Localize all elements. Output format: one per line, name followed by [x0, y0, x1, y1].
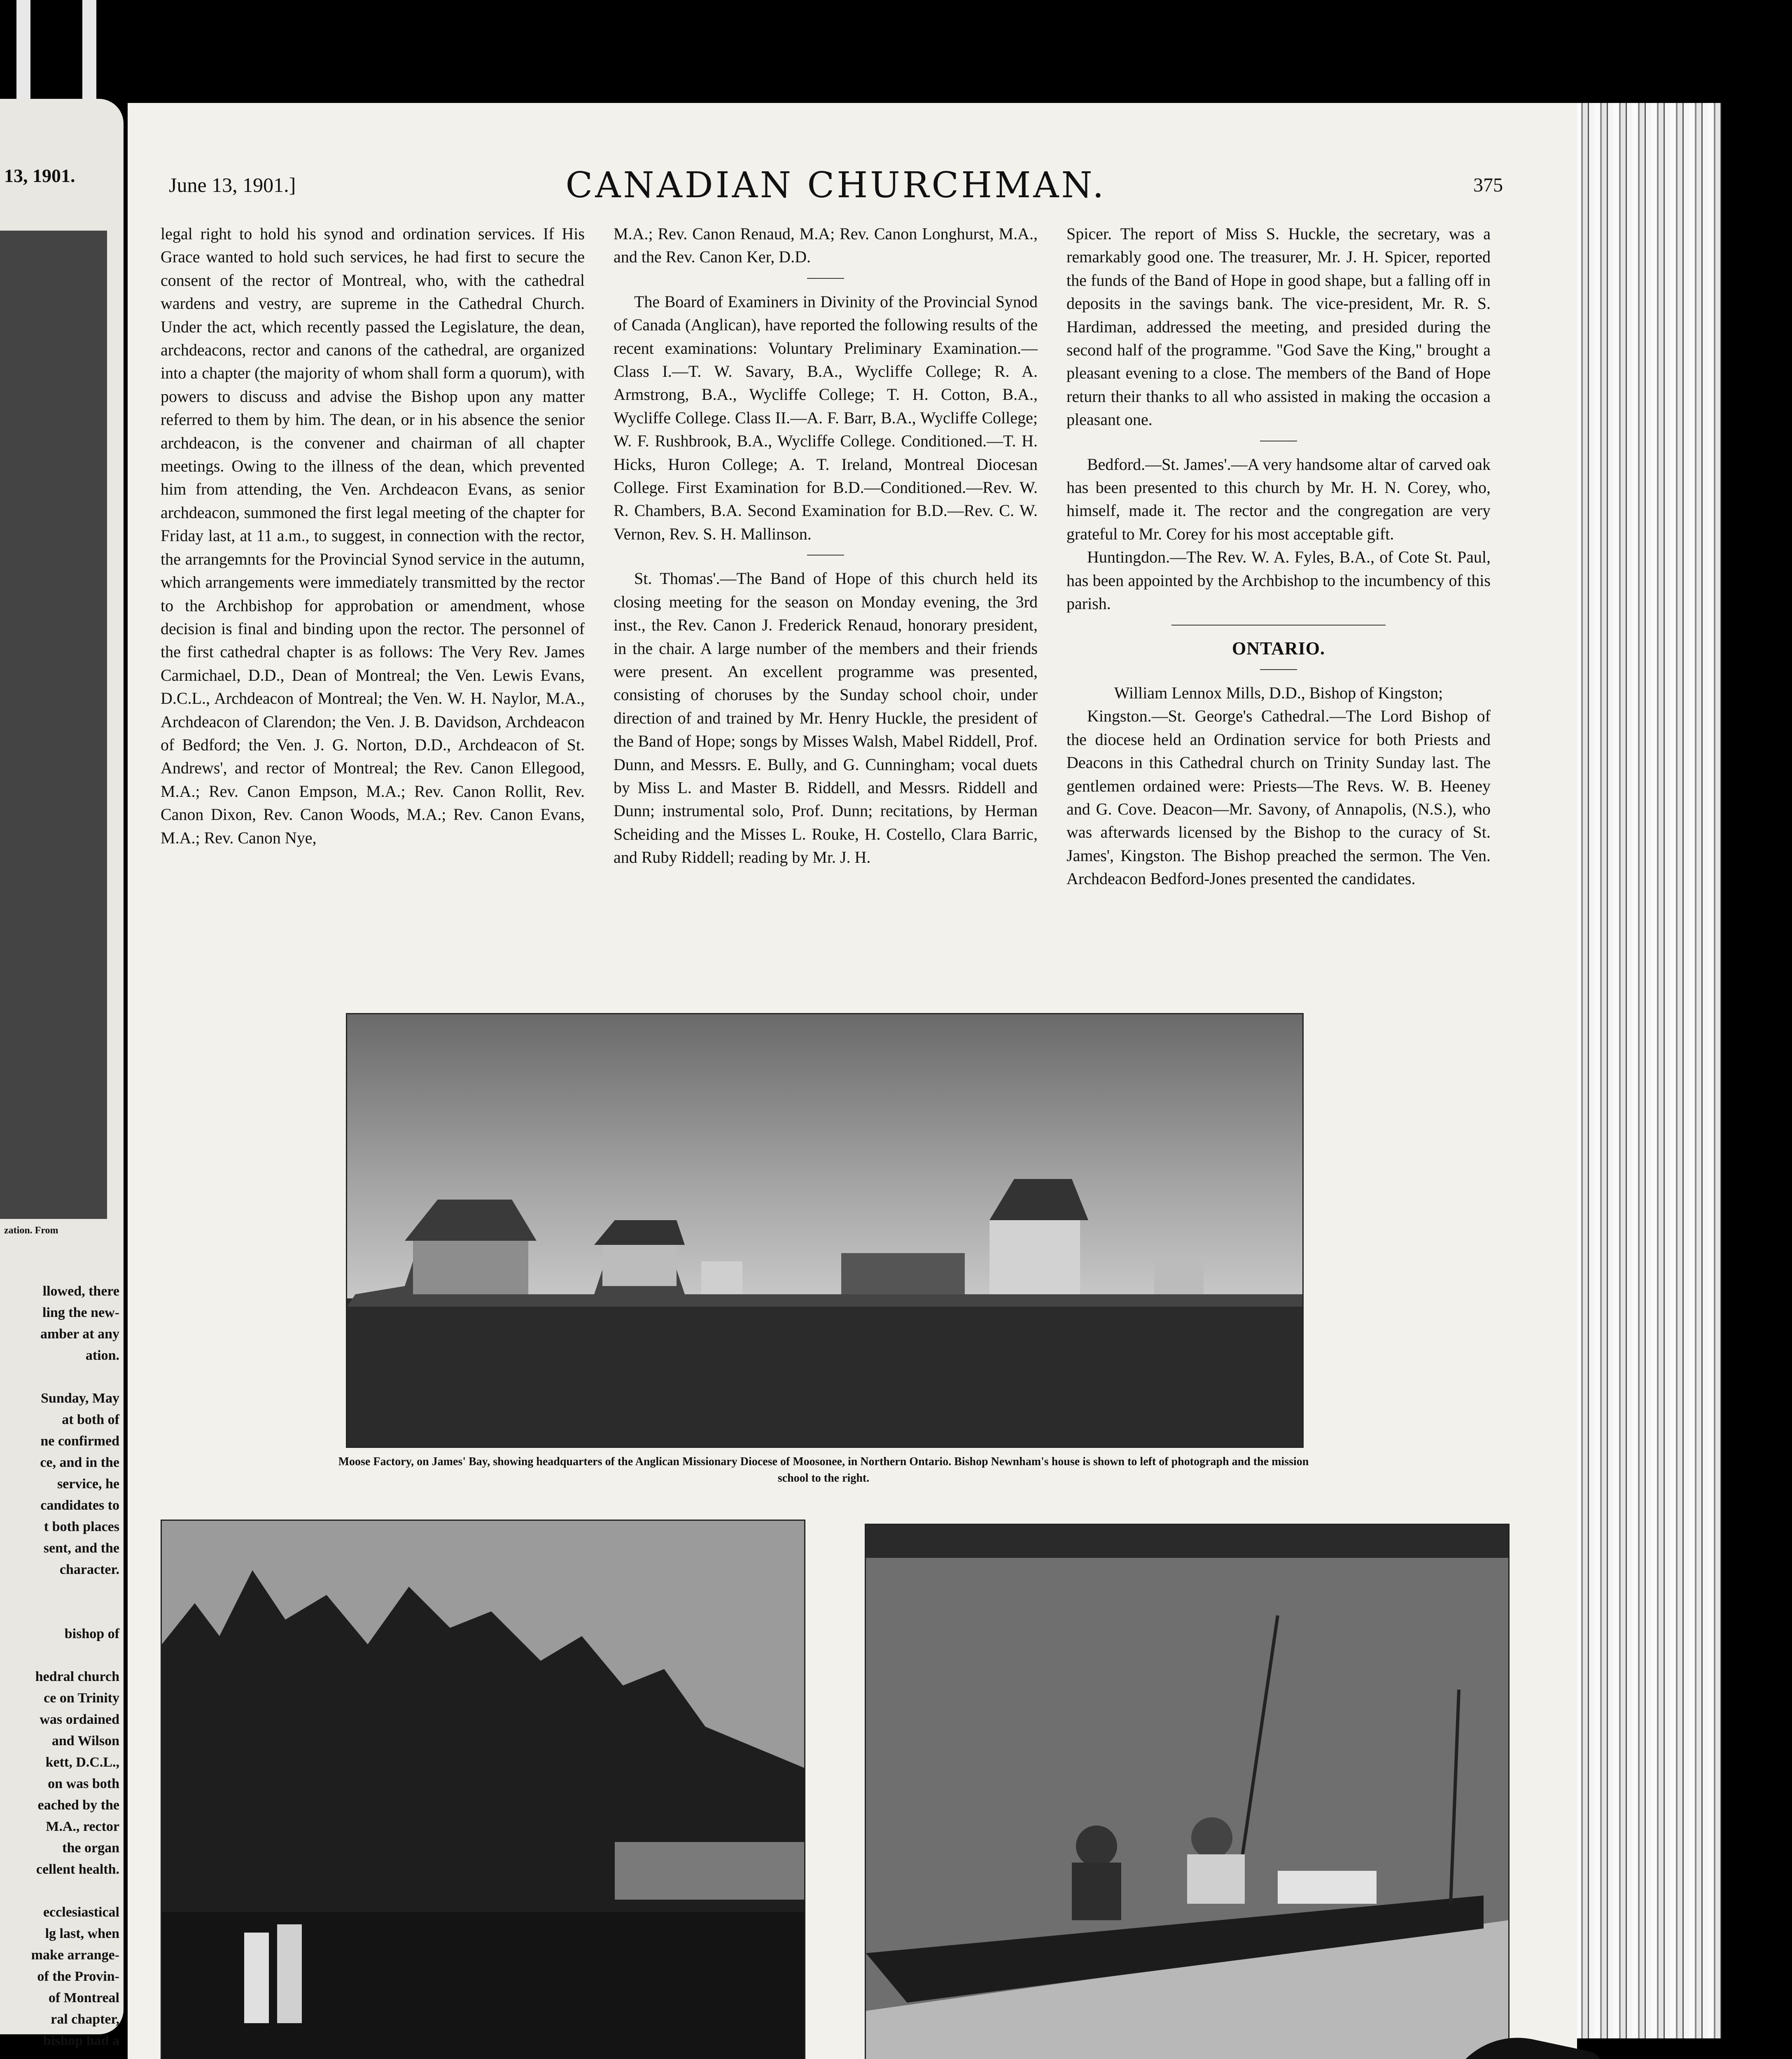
divider: [807, 555, 844, 556]
previous-page-photo: [0, 231, 107, 1219]
article-paragraph: Spicer. The report of Miss S. Huckle, the secretary, was a remarkably good one. The treasurer, Mr. J. H. Spicer, reported the funds of the Band of Hope in good shape, but a falling off in deposits in the savings bank. The vice-president, Mr. R. S. Hardiman, addressed the meeting, and presided during the second half of the programme. "God Save the King," brought a pleasant evening to a close. The members of the Band of Hope return their thanks to all who assisted in making the occasion a pleasant one.: [1066, 224, 1491, 429]
page-stack-edge: [1556, 103, 1721, 2038]
bishop-line: William Lennox Mills, D.D., Bishop of Kingston;: [1114, 683, 1443, 702]
previous-page-fragment: [0, 99, 124, 2048]
photo-open-air-service: [161, 1520, 805, 2059]
previous-page-date: 13, 1901.: [4, 165, 75, 186]
photo-moose-factory-image: [347, 1014, 1302, 1447]
photo-moose-factory: [346, 1013, 1304, 1448]
newspaper-page: [128, 103, 1577, 2059]
article-paragraph: Huntingdon.—The Rev. W. A. Fyles, B.A., of Cote St. Paul, has been appointed by the Archbishop to the incumbency of this parish.: [1066, 548, 1491, 613]
page-number: 375: [1473, 174, 1503, 196]
article-paragraph: The Board of Examiners in Divinity of the Provincial Synod of Canada (Anglican), have reported the following results of the recent examinations: Voluntary Preliminary Examination.—Class I.—T. W. Savary, B.A., Wycliffe College; R. A. Armstrong, B.A., Wycliffe College; T. H. Cotton, B.A., Wycliffe College. Class II.—A. F. Barr, B.A., Wycliffe College; W. F. Rushbrook, B.A., Wycliffe College. Conditioned.—T. H. Hicks, Huron College; A. T. Ireland, Montreal Diocesan College. First Examination for B.D.—Conditioned.—Rev. W. R. Chambers, B.A. Second Examination for B.D.—Rev. C. W. Vernon, Rev. S. H. Mallinson.: [614, 292, 1038, 543]
divider: [1171, 625, 1386, 626]
page-header: [169, 165, 1503, 210]
column-3: [1066, 222, 1491, 891]
masthead-title: CANADIAN CHURCHMAN.: [565, 165, 1106, 206]
article-paragraph: Bedford.—St. James'.—A very handsome altar of carved oak has been presented to this church by Mr. H. N. Corey, who, himself, made it. The rector and the congregation are very grateful to Mr. Corey for his most acceptable gift.: [1066, 455, 1491, 543]
article-paragraph: M.A.; Rev. Canon Renaud, M.A; Rev. Canon Longhurst, M.A., and the Rev. Canon Ker, D.D.: [614, 224, 1038, 266]
article-paragraph: legal right to hold his synod and ordination services. If His Grace wanted to hold such services, he had first to secure the consent of the rector of Montreal, who, with the cathedral wardens and vestry, are supreme in the Cathedral Church. Under the act, which recently passed the Legislature, the dean, archdeacons, rector and canons of the cathedral, are organized into a chapter (the majority of whom shall form a quorum), with powers to discuss and advise the Bishop upon any matter referred to them by him. The dean, or in his absence the senior archdeacon, is the convener and chairman of all chapter meetings. Owing to the illness of the dean, which prevented him from attending, the Ven. Archdeacon Evans, as senior archdeacon, summoned the first legal meeting of the chapter for Friday last, at 11 a.m., to suggest, in connection with the rector, the arrangemnts for the Provincial Synod service in the autumn, which arrangements were immediately transmitted by the rector to the Archbishop for approbation or amendment, whose decision is final and binding upon the rector. The personnel of the first cathedral chapter is as follows: The Very Rev. James Carmichael, D.D., Dean of Montreal; the Ven. Lewis Evans, D.C.L., Archdeacon of Montreal; the Ven. W. H. Naylor, M.A., Archdeacon of Clarendon; the Ven. J. B. Davidson, Archdeacon of Bedford; the Ven. J. G. Norton, D.D., Archdeacon of St. Andrews', and rector of Montreal; the Rev. Canon Ellegood, M.A.; Rev. Canon Empson, M.A.; Rev. Canon Rollit, Rev. Canon Dixon, Rev. Canon Woods, M.A.; Rev. Canon Evans, M.A.; Rev. Canon Nye,: [161, 224, 585, 847]
article-paragraph: Kingston.—St. George's Cathedral.—The Lord Bishop of the diocese held an Ordination service for both Priests and Deacons in this Cathedral church on Trinity Sunday last. The gentlemen ordained were: Priests—The Revs. W. B. Heeney and G. Cove. Deacon—Mr. Savony, of Annapolis, (N.S.), who was afterwards licensed by the Bishop to the curacy of St. James', Kingston. The Bishop preached the sermon. The Ven. Archdeacon Bedford-Jones presented the candidates.: [1066, 707, 1491, 888]
column-1: [161, 222, 585, 850]
photo-moose-factory-caption: Moose Factory, on James' Bay, showing headquarters of the Anglican Missionary Diocese of Moosonee, in Northern Ontario. Bishop Newnham's house is shown to left of photograph and the mission school to the right.: [338, 1455, 1309, 1485]
divider: [807, 278, 844, 279]
photo-mission-boat: [865, 1524, 1510, 2059]
scan-mark: [82, 0, 96, 107]
column-2: [614, 222, 1038, 869]
issue-date: June 13, 1901.]: [169, 173, 296, 196]
photo-open-air-service-image: [162, 1521, 804, 2059]
previous-page-text: llowed, there ling the new- amber at any ation. Sunday, May at both of ne confirmed ce, and in the service, he candidates to t both places sent, and the character. bishop of hedral church ce on Trinity was ordained and Wilson kett, D.C.L., on was both eached by the M.A., rector the organ cellent health. ecclesiastical lg last, when make arrange- of the Provin- of Montreal ral chapter, bishop had a: [31, 1284, 119, 2048]
photo-mission-boat-image: [866, 1525, 1508, 2059]
section-heading: ONTARIO.: [1232, 638, 1325, 658]
previous-page-caption: zation. From: [4, 1225, 58, 1236]
divider: [1260, 669, 1297, 670]
scan-mark: [16, 0, 30, 107]
article-paragraph: St. Thomas'.—The Band of Hope of this church held its closing meeting for the season on Monday evening, the 3rd inst., the Rev. Canon J. Frederick Renaud, honorary president, in the chair. A large number of the members and their friends were present. An excellent programme was presented, consisting of choruses by the Sunday school choir, under direction of and trained by Mr. Henry Huckle, the president of the Band of Hope; songs by Misses Walsh, Mabel Riddell, Prof. Dunn, and Messrs. E. Bully, and G. Cunningham; vocal duets by Miss L. and Master B. Riddell, and Messrs. Riddell and Dunn; instrumental solo, Prof. Dunn; recitations, by Herman Scheiding and the Misses L. Rouke, H. Costello, Clara Barric, and Ruby Riddell; reading by Mr. J. H.: [614, 569, 1038, 867]
